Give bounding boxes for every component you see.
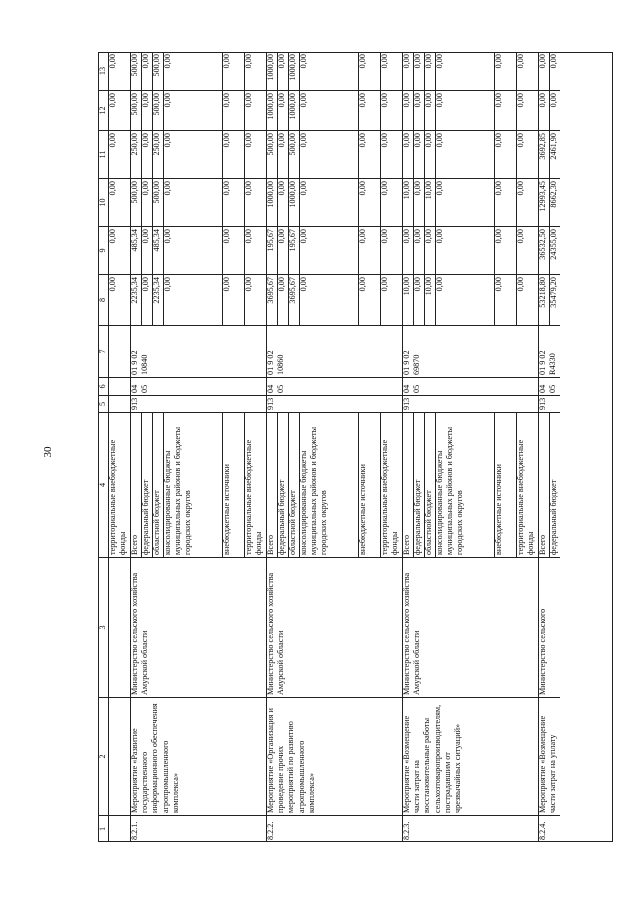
value-col-13: 0,00 (549, 54, 558, 69)
funding-row (108, 52, 130, 842)
value-col-13: 0,00 (277, 54, 286, 69)
funding-source: федеральный бюджет (413, 412, 424, 557)
measure-block (130, 52, 266, 842)
value-col-9: 0,00 (435, 226, 494, 274)
value-col-11: 0,00 (380, 130, 402, 178)
value-col-12: 0,00 (435, 90, 494, 130)
value-col-13: 0,00 (413, 54, 422, 69)
value-col-11: 0,00 (516, 130, 538, 178)
value-col-10: 8662,30 (549, 178, 560, 226)
value-col-11: 3692,85 (538, 130, 549, 178)
value-col-9: 0,00 (494, 226, 516, 274)
value-col-11: 0,00 (277, 130, 288, 178)
grbs-code: 913 (130, 395, 266, 412)
value-col-10: 0,00 (494, 178, 516, 226)
funding-source: Всего (402, 412, 413, 557)
funding-row (152, 52, 163, 842)
value-col-13: 0,00 (494, 54, 503, 69)
value-col-12: 0,00 (244, 90, 266, 130)
value-col-13: 500,00 (152, 54, 161, 77)
executor: Министерство сельского хозяйства Амурской области (402, 557, 538, 697)
section-code: 04 05 (402, 377, 538, 395)
value-col-9: 24355,00 (549, 226, 560, 274)
value-col-10: 0,00 (516, 178, 538, 226)
value-col-8: 0,00 (358, 274, 380, 325)
value-col-8: 0,00 (435, 274, 494, 325)
value-col-13: 0,00 (222, 54, 231, 69)
value-col-12: 0,00 (516, 90, 538, 130)
value-col-9: 0,00 (424, 226, 435, 274)
measure-block (402, 52, 538, 842)
value-col-10: 0,00 (141, 178, 152, 226)
value-col-9: 0,00 (141, 226, 152, 274)
value-col-13: 0,00 (424, 54, 433, 69)
value-col-11: 2461,90 (549, 130, 560, 178)
value-col-8: 0,00 (299, 274, 358, 325)
value-col-13: 0,00 (244, 54, 253, 69)
value-col-8: 0,00 (380, 274, 402, 325)
value-col-13: 0,00 (108, 54, 117, 69)
funding-row (358, 52, 380, 842)
funding-source: федеральный бюджет (549, 412, 560, 557)
value-col-13: 1000,00 (288, 54, 297, 81)
value-col-9: 0,00 (380, 226, 402, 274)
value-col-8: 35479,20 (549, 274, 560, 325)
value-col-11: 0,00 (244, 130, 266, 178)
funding-source: территориальные внебюджетные фонды (380, 412, 402, 557)
value-col-8: 10,00 (402, 274, 413, 325)
value-col-12: 0,00 (402, 90, 413, 130)
value-col-8: 0,00 (244, 274, 266, 325)
measure-number: 8.2.1. (130, 815, 266, 842)
value-col-9: 195,67 (266, 226, 277, 274)
funding-row (424, 52, 435, 842)
funding-source: консолидированные бюджеты муниципальных районов и бюджеты городских округов (435, 412, 494, 557)
value-col-12: 1000,00 (288, 90, 299, 130)
value-col-12: 500,00 (152, 90, 163, 130)
value-col-9: 0,00 (358, 226, 380, 274)
value-col-13: 0,00 (163, 54, 172, 69)
value-col-9: 0,00 (413, 226, 424, 274)
value-col-10: 0,00 (380, 178, 402, 226)
funding-row (141, 52, 152, 842)
value-col-9: 485,34 (130, 226, 141, 274)
value-col-8: 0,00 (494, 274, 516, 325)
funding-row (435, 52, 494, 842)
target-article-code: 01 9 02 10860 (266, 325, 402, 377)
value-col-8: 3695,67 (288, 274, 299, 325)
header-cell-8: 8 (98, 274, 108, 325)
value-col-10: 0,00 (435, 178, 494, 226)
funding-row (516, 52, 538, 842)
value-col-9: 0,00 (163, 226, 222, 274)
header-cell-9: 9 (98, 226, 108, 274)
value-col-10: 500,00 (152, 178, 163, 226)
value-col-12: 0,00 (538, 90, 549, 130)
measure-number: 8.2.3. (402, 815, 538, 842)
measure-name: Мероприятие «Развитие государственного информационного обеспечения агропромышленного комплекса» (130, 697, 266, 815)
page-number: 30 (42, 446, 54, 458)
value-col-12: 0,00 (222, 90, 244, 130)
section-code: 04 05 (266, 377, 402, 395)
value-col-13: 0,00 (141, 54, 150, 69)
value-col-12: 0,00 (380, 90, 402, 130)
header-cell-5: 5 (98, 395, 108, 412)
value-col-12: 0,00 (299, 90, 358, 130)
funding-row (288, 52, 299, 842)
funding-source: территориальные внебюджетные фонды (108, 412, 130, 557)
value-col-11: 0,00 (141, 130, 152, 178)
value-col-9: 0,00 (108, 226, 130, 274)
executor: Министерство сельского хозяйства Амурской области (130, 557, 266, 697)
measure-number: 8.2.4. (538, 815, 560, 842)
value-col-10: 0,00 (244, 178, 266, 226)
header-cell-13: 13 (98, 66, 107, 76)
value-col-8: 53218,80 (538, 274, 549, 325)
value-col-8: 0,00 (108, 274, 130, 325)
funding-source: Всего (130, 412, 141, 557)
target-article-code: 01 9 02 69870 (402, 325, 538, 377)
value-col-8: 0,00 (516, 274, 538, 325)
section-code: 04 05 (538, 377, 560, 395)
value-col-10: 10,00 (402, 178, 413, 226)
value-col-11: 0,00 (163, 130, 222, 178)
value-col-8: 0,00 (163, 274, 222, 325)
funding-source: внебюджетные источники (494, 412, 516, 557)
funding-row (163, 52, 222, 842)
target-article-code: 01 9 02 10840 (130, 325, 266, 377)
value-col-13: 0,00 (380, 54, 389, 69)
value-col-13: 0,00 (299, 54, 308, 69)
value-col-11: 0,00 (358, 130, 380, 178)
header-cell-2: 2 (98, 697, 108, 815)
value-col-8: 0,00 (141, 274, 152, 325)
value-col-11: 0,00 (494, 130, 516, 178)
value-col-9: 485,34 (152, 226, 163, 274)
continuation-block (108, 52, 130, 842)
value-col-11: 500,00 (266, 130, 277, 178)
value-col-12: 0,00 (549, 90, 560, 130)
funding-source: федеральный бюджет (141, 412, 152, 557)
value-col-10: 0,00 (108, 178, 130, 226)
funding-row (266, 52, 277, 842)
value-col-8: 0,00 (413, 274, 424, 325)
header-cell-4: 4 (98, 412, 108, 557)
value-col-10: 0,00 (222, 178, 244, 226)
value-col-10: 0,00 (299, 178, 358, 226)
value-col-12: 0,00 (108, 90, 130, 130)
value-col-10: 10,00 (424, 178, 435, 226)
value-col-10: 0,00 (358, 178, 380, 226)
header-cell-1: 1 (98, 815, 108, 842)
funding-source: областной бюджет (152, 412, 163, 557)
value-col-8: 2235,34 (130, 274, 141, 325)
funding-row (549, 52, 560, 842)
value-col-8: 3695,67 (266, 274, 277, 325)
funding-source: внебюджетные источники (222, 412, 244, 557)
value-col-9: 0,00 (299, 226, 358, 274)
funding-source: федеральный бюджет (277, 412, 288, 557)
funding-source: Всего (538, 412, 549, 557)
value-col-11: 0,00 (222, 130, 244, 178)
measure-block (538, 52, 560, 842)
value-col-9: 0,00 (244, 226, 266, 274)
funding-row (222, 52, 244, 842)
funding-source: территориальные внебюджетные фонды (244, 412, 266, 557)
value-col-13: 0,00 (358, 54, 367, 69)
funding-source: консолидированные бюджеты муниципальных районов и бюджеты городских округов (299, 412, 358, 557)
value-col-10: 1000,00 (288, 178, 299, 226)
funding-row (494, 52, 516, 842)
section-code: 04 05 (130, 377, 266, 395)
value-col-11: 0,00 (413, 130, 424, 178)
value-col-13: 0,00 (538, 54, 547, 69)
value-col-8: 2235,34 (152, 274, 163, 325)
value-col-11: 500,00 (288, 130, 299, 178)
measure-number: 8.2.2. (266, 815, 402, 842)
value-col-11: 0,00 (299, 130, 358, 178)
funding-row (299, 52, 358, 842)
value-col-11: 0,00 (108, 130, 130, 178)
funding-source: областной бюджет (288, 412, 299, 557)
value-col-11: 0,00 (402, 130, 413, 178)
value-col-10: 0,00 (413, 178, 424, 226)
budget-table (98, 52, 613, 842)
executor: Министерство сельского хозяйства Амурской области (266, 557, 402, 697)
value-col-10: 500,00 (130, 178, 141, 226)
value-col-8: 0,00 (222, 274, 244, 325)
value-col-12: 500,00 (130, 90, 141, 130)
target-article-code: 01 9 02 R4330 (538, 325, 560, 377)
value-col-11: 0,00 (435, 130, 494, 178)
value-col-10: 1000,00 (266, 178, 277, 226)
funding-row (380, 52, 402, 842)
funding-row (130, 52, 141, 842)
value-col-13: 500,00 (130, 54, 139, 77)
value-col-12: 0,00 (424, 90, 435, 130)
measure-name: Мероприятие «Возмещение части затрат на уплату (538, 697, 560, 815)
header-cell-6: 6 (98, 377, 108, 395)
value-col-11: 0,00 (424, 130, 435, 178)
grbs-code: 913 (266, 395, 402, 412)
header-cell-11: 11 (98, 130, 108, 178)
value-col-11: 250,00 (152, 130, 163, 178)
measure-name: Мероприятие «Возмещение части затрат на восстановительные работы сельхозтоваропроизводителям, пострадавшим от чрезвычайных ситуаций» (402, 697, 538, 815)
funding-row (277, 52, 288, 842)
value-col-13: 0,00 (516, 54, 525, 69)
header-cell-10: 10 (98, 178, 108, 226)
value-col-9: 36532,50 (538, 226, 549, 274)
header-cell-3: 3 (98, 557, 108, 697)
value-col-10: 0,00 (163, 178, 222, 226)
value-col-9: 195,67 (288, 226, 299, 274)
measure-name: Мероприятие «Организация и проведение прочих мероприятий по развитию агропромышленного комплекса» (266, 697, 402, 815)
grbs-code: 913 (402, 395, 538, 412)
value-col-12: 0,00 (141, 90, 152, 130)
table-header-row (98, 52, 108, 842)
value-col-13: 1000,00 (266, 54, 275, 81)
value-col-12: 0,00 (413, 90, 424, 130)
value-col-12: 1000,00 (266, 90, 277, 130)
value-col-10: 12993,45 (538, 178, 549, 226)
executor: Министерство сельского (538, 557, 560, 697)
value-col-8: 0,00 (277, 274, 288, 325)
funding-source: внебюджетные источники (358, 412, 380, 557)
funding-source: консолидированные бюджеты муниципальных районов и бюджеты городских округов (163, 412, 222, 557)
funding-row (402, 52, 413, 842)
value-col-12: 0,00 (494, 90, 516, 130)
value-col-12: 0,00 (163, 90, 222, 130)
value-col-13: 0,00 (435, 54, 444, 69)
funding-source: территориальные внебюджетные фонды (516, 412, 538, 557)
value-col-8: 10,00 (424, 274, 435, 325)
funding-row (538, 52, 549, 842)
funding-source: областной бюджет (424, 412, 435, 557)
value-col-9: 0,00 (516, 226, 538, 274)
header-cell-12: 12 (98, 90, 108, 130)
funding-source: Всего (266, 412, 277, 557)
value-col-11: 250,00 (130, 130, 141, 178)
value-col-9: 0,00 (277, 226, 288, 274)
funding-row (244, 52, 266, 842)
header-cell-7: 7 (98, 325, 108, 377)
value-col-9: 0,00 (402, 226, 413, 274)
value-col-13: 0,00 (402, 54, 411, 69)
funding-row (413, 52, 424, 842)
measure-block (266, 52, 402, 842)
value-col-10: 0,00 (277, 178, 288, 226)
value-col-12: 0,00 (277, 90, 288, 130)
grbs-code: 913 (538, 395, 560, 412)
value-col-9: 0,00 (222, 226, 244, 274)
value-col-12: 0,00 (358, 90, 380, 130)
